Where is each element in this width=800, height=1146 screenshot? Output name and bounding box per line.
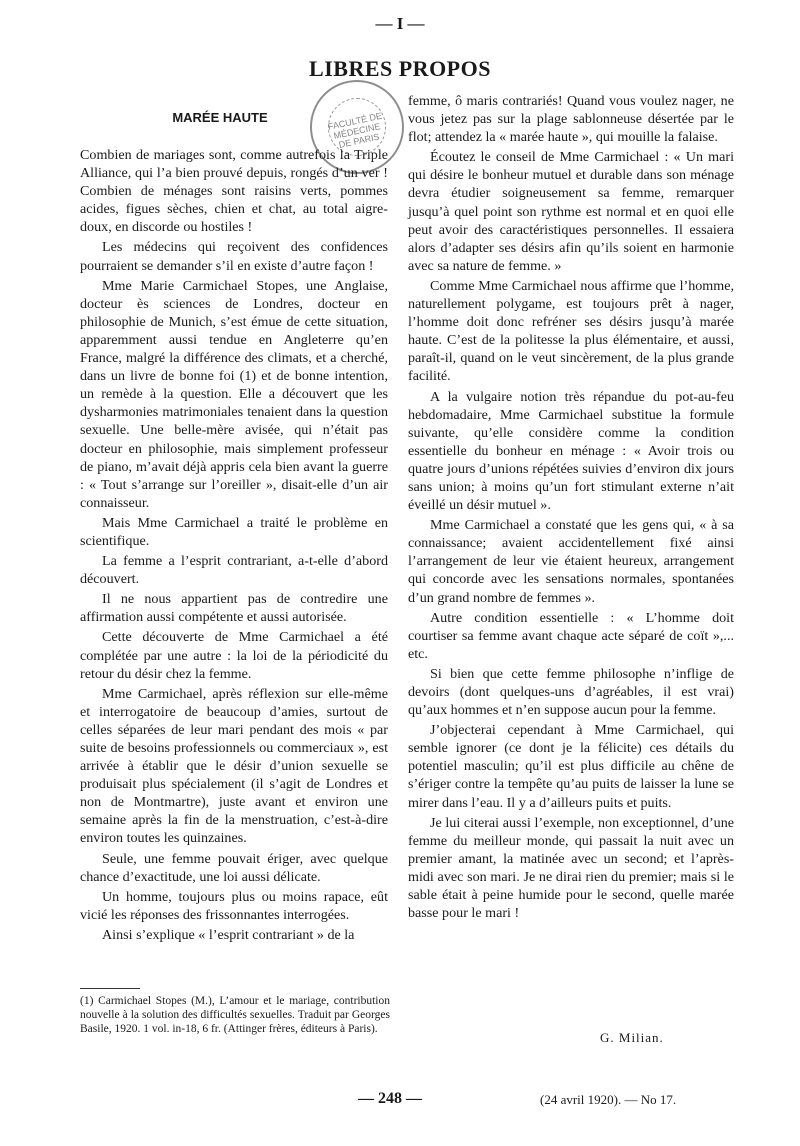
paragraph: Écoutez le conseil de Mme Carmichael : « Un mari qui désire le bonheur mutuel et durable dans son ménage devra étudier soigneusement sa femme, remarquer jusqu’à quel point son rythme est normal et en quoi elle peut avoir des caractéristiques personnelles. Il essaiera alors d’adapter ses désirs afin qu’ils soient en harmonie avec sa nature de femme. » <box>408 149 734 274</box>
left-column <box>80 146 388 946</box>
right-column <box>408 92 734 924</box>
paragraph: Seule, une femme pouvait ériger, avec quelque chance d’exactitude, une loi aussi délicate. <box>80 850 388 885</box>
footer-issue-date: (24 avril 1920). — No 17. <box>540 1092 677 1107</box>
paragraph: Ainsi s’explique « l’esprit contrariant » de la <box>102 926 355 943</box>
paragraph: Mme Carmichael a constaté que les gens qui, « à sa connaissance; avaient accidentellement fixé ainsi l’arrangement de leur vie étaient heureux, arrangement qui concorde avec les sensations normales, spontanées d’un grand nombre de femmes ». <box>408 517 734 606</box>
author-signature: G. Milian. <box>600 1030 664 1045</box>
paragraph: Mme Marie Carmichael Stopes, une Anglaise, docteur ès sciences de Londres, docteur en philosophie de Munich, s’est émue de cette situation, apparemment aussi tendue en Angleterre qu’en France, malgré la différence des climats, et a cherché, dans un livre de bonne foi (1) et de bonne intention, un remède à la question. Elle a découvert que les dysharmonies matrimoniales tenaient dans la question sexuelle. Une belle-mère avisée, qui n’était pas docteur en philosophie, mais simplement professeur de piano, m’avait déjà appris cela bien avant la guerre : « Tout s’arrange sur l’oreiller », disait-elle d’un air connaisseur. <box>80 277 388 511</box>
paragraph: Si bien que cette femme philosophe n’inflige de devoirs (dont quelques-uns d’agréables, il est vrai) qu’aux hommes et n’en suppose aucun pour la femme. <box>408 665 734 719</box>
paragraph: A la vulgaire notion très répandue du pot-au-feu hebdomadaire, Mme Carmichael substitue la formule suivante, qu’elle considère comme la condition essentielle du bonheur en ménage : « Avoir trois ou quatre jours d’unions répétées suivies d’environ dix jours sans union; à moins qu’un fort stimulant externe n’ait éveillé un désir mutuel ». <box>408 388 734 514</box>
paragraph: Mme Carmichael, après réflexion sur elle-même et interrogatoire de beaucoup d’amies, surtout de celles séparées de leur mari pendant des mois « par suite de besoins professionnels ou commerciaux », est arrivée à établir que le désir d’union sexuelle se produisait plus spécialement (il s’agit de Londres et non de Montmartre), juste avant et environ une semaine après la fin de la menstruation, c’est-à-dire environ toutes les quinzaines. <box>80 685 388 847</box>
paragraph: Il ne nous appartient pas de contredire une affirmation aussi compétente et aussi autorisée. <box>80 591 388 626</box>
page-roman-numeral: — I — <box>375 14 425 33</box>
footnote: (1) Carmichael Stopes (M.), L’amour et le mariage, contribution nouvelle à la solution des difficultés sexuelles. Traduit par Georges Basile, 1920. 1 vol. in-18, 6 fr. (Attinger frères, éditeurs à Paris). <box>80 995 390 1035</box>
footer-page-number: — 248 — <box>358 1090 422 1107</box>
paragraph: Mais Mme Carmichael a traité le problème en scientifique. <box>80 514 388 549</box>
page-title: LIBRES PROPOS <box>309 56 491 81</box>
paragraph: femme, ô maris contrariés! Quand vous voulez nager, ne vous jetez pas sur la plage sablonneuse désertée par le flot; attendez la « marée haute », qui mouille la falaise. <box>408 93 734 146</box>
paragraph: Je lui citerai aussi l’exemple, non exceptionnel, d’une femme du meilleur monde, qui passait la nuit avec un premier amant, la matinée avec un second; et l’après-midi avec son mari. Je ne dirai rien du premier; mais si le sable était à peine humide pour le second, quelle marée basse pour le mari ! <box>408 814 734 922</box>
paragraph: La femme a l’esprit contrariant, a-t-elle d’abord découvert. <box>80 553 388 588</box>
paragraph: Combien de mariages sont, comme autrefois la Triple Alliance, qui l’a bien prouvé depuis, rongés d’un ver ! Combien de ménages sont raisins verts, pommes acides, figues sèches, chien et chat, au total aigre-doux, en discorde ou hostiles ! <box>80 147 388 236</box>
paragraph: Cette découverte de Mme Carmichael a été complétée par une autre : la loi de la périodicité du retour du désir chez la femme. <box>80 629 388 682</box>
paragraph: Un homme, toujours plus ou moins rapace, eût vicié les réponses des frissonnantes interrogées. <box>80 888 388 923</box>
paragraph: Les médecins qui reçoivent des confidences pourraient se demander s’il en existe d’autre façon ! <box>80 239 388 274</box>
paragraph: Comme Mme Carmichael nous affirme que l’homme, naturellement polygame, est toujours prêt à nager, l’homme doit donc refréner ses désirs jusqu’à marée haute. C’est de la politesse la plus élémentaire, et aussi, paraît-il, quand on le veut sincèrement, de la plus grande facilité. <box>408 277 734 385</box>
paragraph: J’objecterai cependant à Mme Carmichael, qui semble ignorer (ce dont je la félicite) ces détails du potentiel masculin; qu’il est plus difficile au chêne de s’ériger contre la tempête qu’au puits de laisser la lune se mirer dans l’eau. Il y a d’ailleurs puits et puits. <box>408 722 734 811</box>
footnote-divider <box>80 988 140 989</box>
article-subtitle: MARÉE HAUTE <box>172 110 268 125</box>
stamp-label: FACULTÉ DE MÉDECINE DE PARIS <box>327 110 383 150</box>
paragraph: Autre condition essentielle : « L’homme doit courtiser sa femme avant chaque acte séparé de coït »,... etc. <box>408 609 734 662</box>
